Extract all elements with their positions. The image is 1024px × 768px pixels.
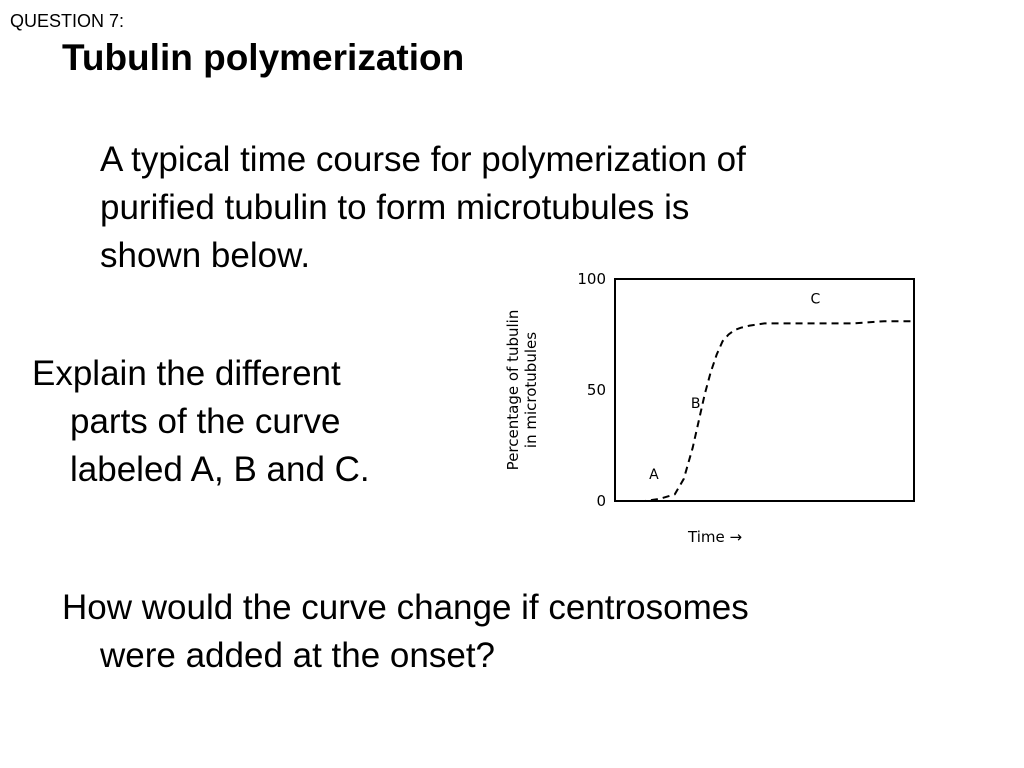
question-number: QUESTION 7: — [10, 11, 125, 31]
y-tick-label-100: 100 — [577, 270, 606, 288]
intro-paragraph — [100, 136, 980, 280]
y-tick-label-0: 0 — [596, 492, 606, 510]
curve-region-label-b: B — [690, 395, 701, 412]
polymerization-curve — [615, 321, 914, 501]
curve-region-label-c: C — [810, 291, 821, 308]
intro-line-2: purified tubulin to form microtubules is — [100, 188, 690, 227]
y-tick-label-50: 50 — [586, 381, 606, 399]
polymerization-chart — [494, 262, 821, 562]
explain-line-3: labeled A, B and C. — [70, 450, 370, 489]
y-axis-label-line-1: Percentage of tubulin — [504, 309, 522, 471]
explain-line-1: Explain the different — [32, 354, 341, 393]
centrosome-line-2: were added at the onset? — [100, 636, 496, 675]
explain-question — [32, 350, 482, 494]
y-axis-label-line-2: in microtubules — [522, 331, 540, 449]
intro-line-1: A typical time course for polymerization of — [100, 140, 746, 179]
explain-line-2: parts of the curve — [70, 402, 341, 441]
centrosome-question — [62, 584, 1002, 680]
x-axis-label: Time → — [688, 528, 743, 546]
curve-region-label-a: A — [649, 466, 659, 483]
plot-frame — [615, 279, 914, 501]
centrosome-line-1: How would the curve change if centrosomes — [62, 588, 749, 627]
intro-line-3: shown below. — [100, 236, 311, 275]
chart-svg — [494, 262, 934, 562]
slide-title: Tubulin polymerization — [62, 37, 465, 78]
